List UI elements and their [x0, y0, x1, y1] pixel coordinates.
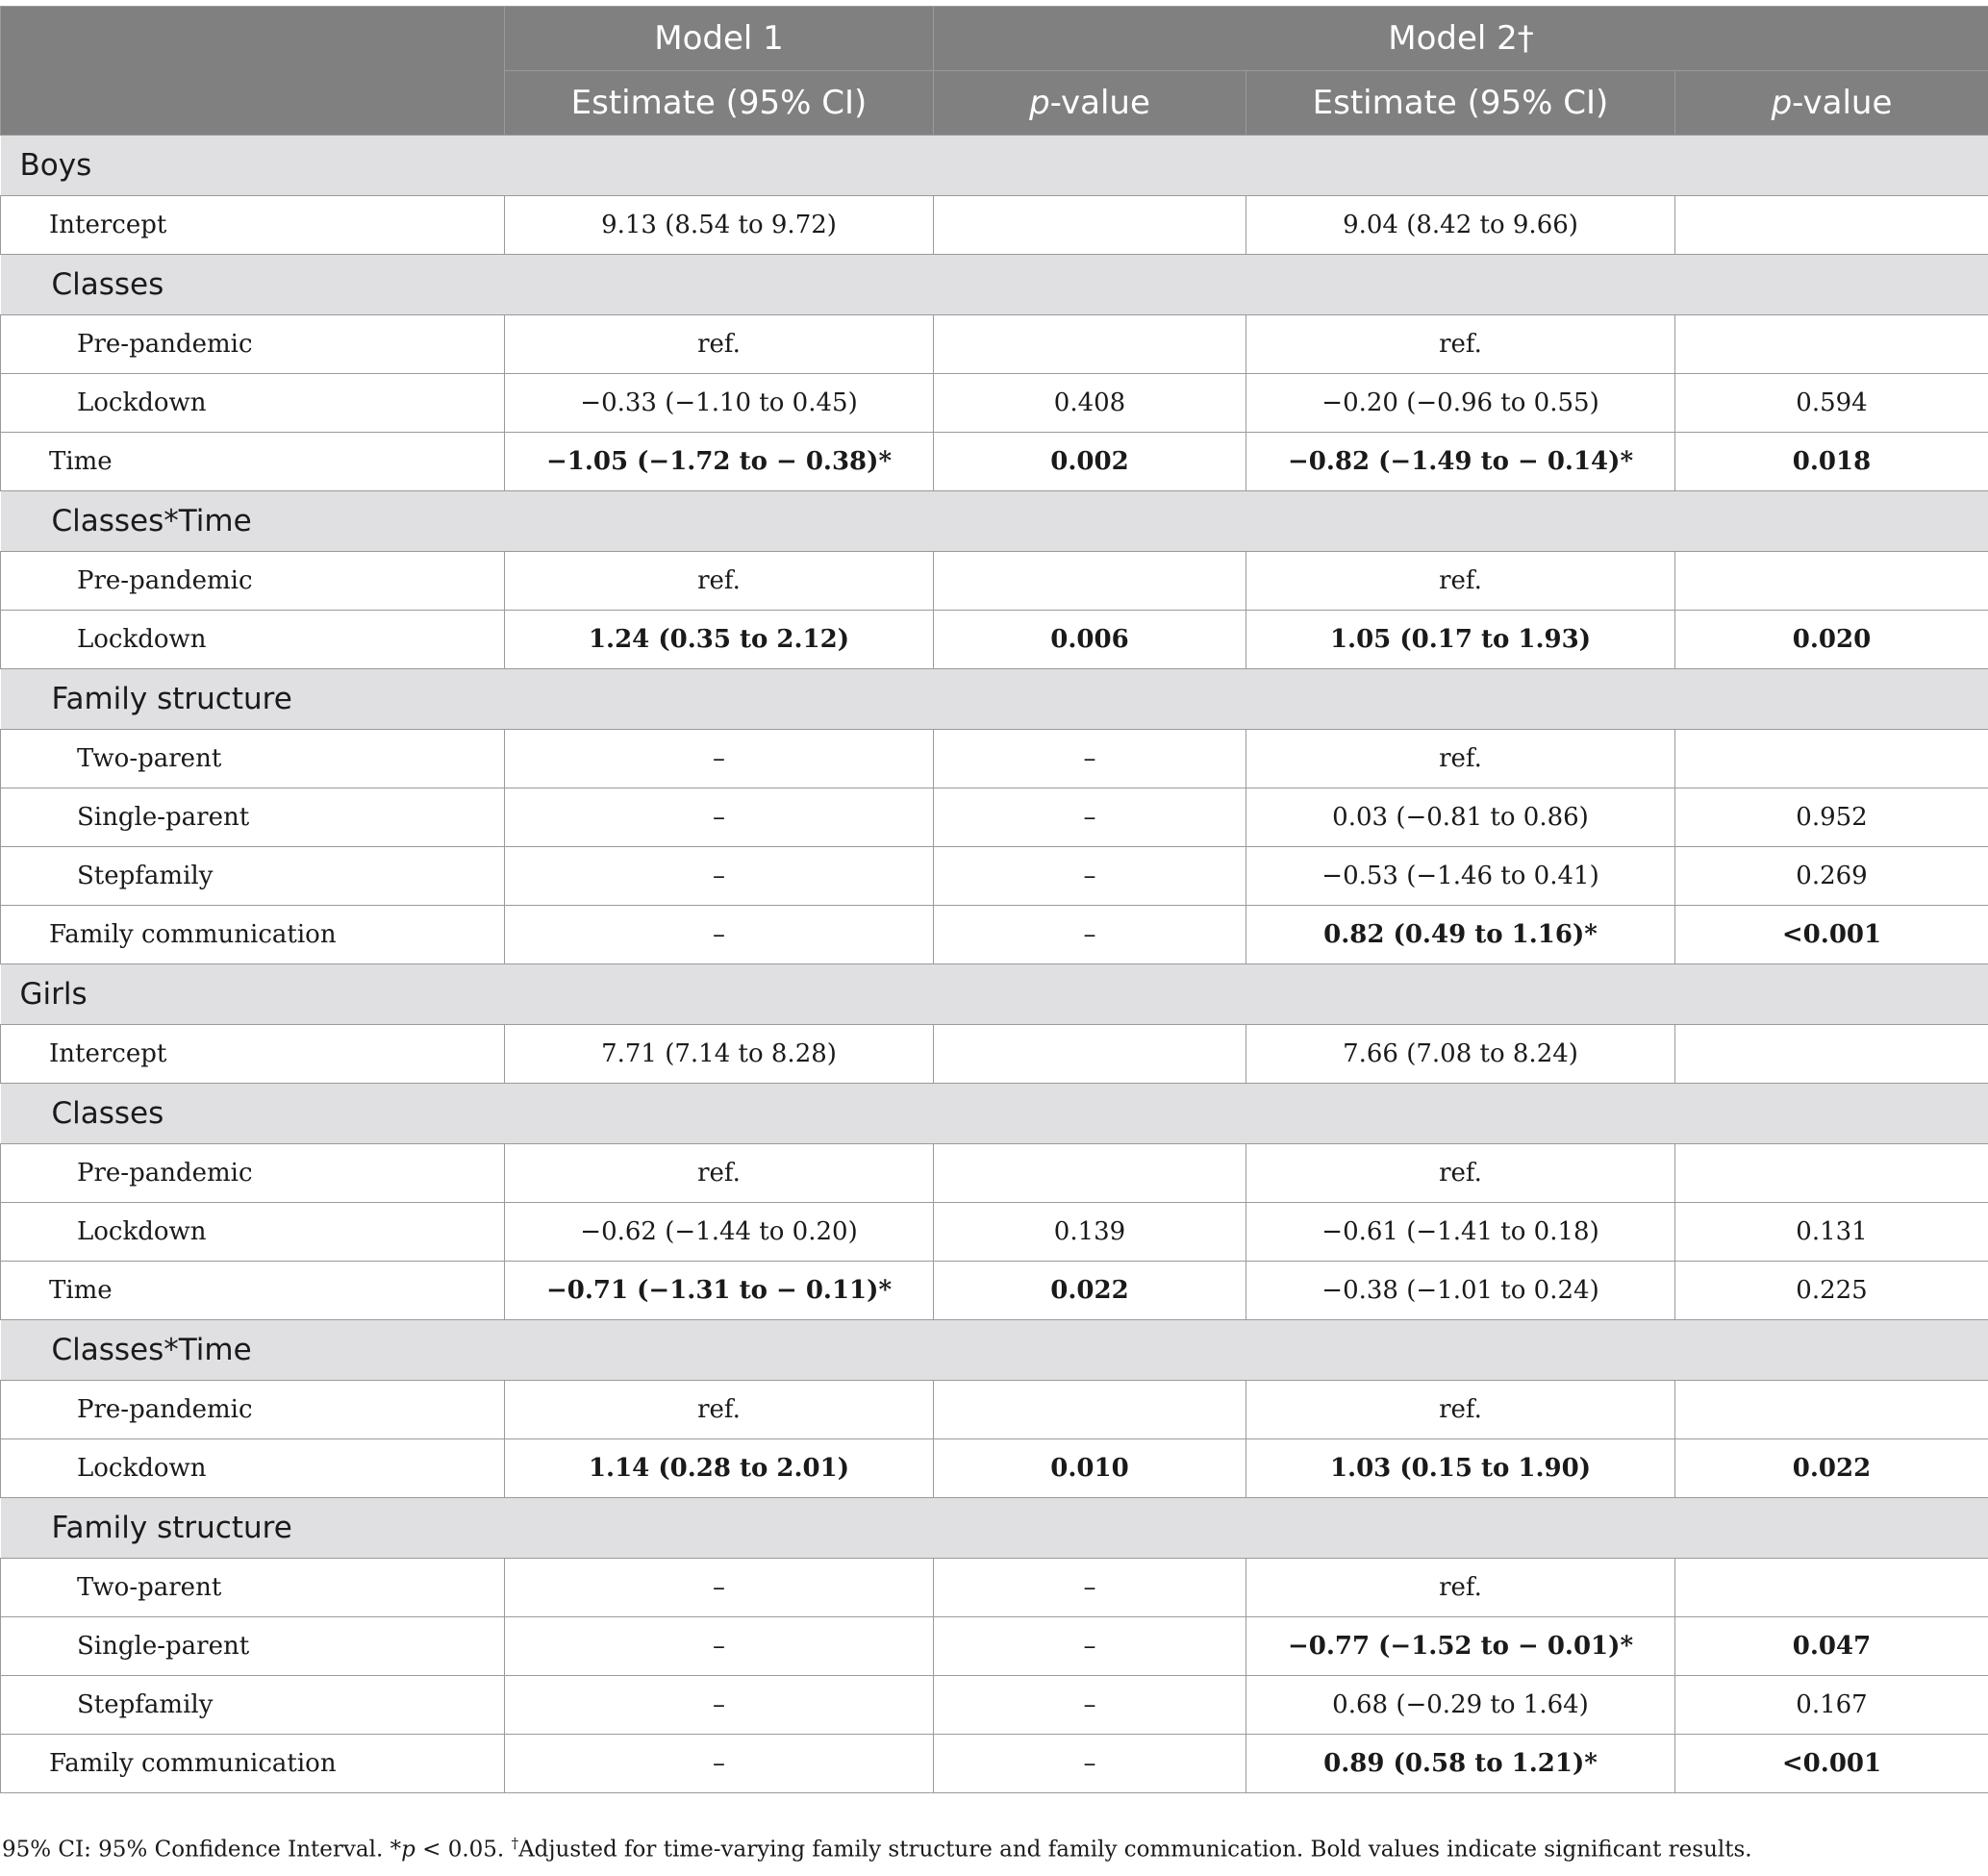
girls-family-structure-row-label: Single-parent — [1, 1617, 505, 1676]
girls-family-communication-row-label: Family communication — [1, 1735, 505, 1793]
girls-family-structure-row-m2-est: ref. — [1246, 1559, 1675, 1617]
girls-classes-row-m2-est: ref. — [1246, 1144, 1675, 1203]
girls-classes-row-m1-est: −0.62 (−1.44 to 0.20) — [505, 1203, 934, 1262]
girls-classes-time-row-m1-p: 0.010 — [934, 1439, 1246, 1498]
girls-family-structure-row-m1-p: – — [934, 1559, 1246, 1617]
boys-classes-row-m2-p — [1675, 315, 1988, 374]
m1-estimate-header: Estimate (95% CI) — [505, 71, 934, 136]
boys-intercept-row-m2-p — [1675, 196, 1988, 255]
girls-classes-time-section-label: Classes*Time — [1, 1320, 1988, 1381]
boys-classes-time-row — [1, 552, 1988, 611]
boys-classes-row-m1-p: 0.408 — [934, 374, 1246, 433]
girls-classes-time-row-m1-est: ref. — [505, 1381, 934, 1439]
girls-classes-row-m1-p: 0.139 — [934, 1203, 1246, 1262]
boys-family-structure-row-m2-p: 0.952 — [1675, 788, 1988, 847]
girls-intercept-row-label: Intercept — [1, 1025, 505, 1084]
boys-family-communication-row-m2-est: 0.82 (0.49 to 1.16)* — [1246, 906, 1675, 964]
boys-time-row — [1, 433, 1988, 491]
boys-classes-time-section-label: Classes*Time — [1, 491, 1988, 552]
boys-family-structure-row-m1-est: – — [505, 788, 934, 847]
boys-family-structure-row — [1, 788, 1988, 847]
group-girls — [1, 964, 1988, 1025]
girls-family-structure-row — [1, 1559, 1988, 1617]
boys-intercept-row-m1-p — [934, 196, 1246, 255]
girls-classes-row-m1-p — [934, 1144, 1246, 1203]
girls-classes-section-label: Classes — [1, 1084, 1988, 1144]
girls-family-structure-row — [1, 1617, 1988, 1676]
boys-time-row-m1-p: 0.002 — [934, 433, 1246, 491]
girls-family-communication-row-m2-est: 0.89 (0.58 to 1.21)* — [1246, 1735, 1675, 1793]
boys-family-structure-row-m1-p: – — [934, 847, 1246, 906]
model1-header: Model 1 — [505, 7, 934, 71]
boys-family-structure-row-m2-est: −0.53 (−1.46 to 0.41) — [1246, 847, 1675, 906]
boys-classes-time-row-m1-p: 0.006 — [934, 611, 1246, 669]
girls-time-row — [1, 1262, 1988, 1320]
girls-family-structure-row-m1-est: – — [505, 1617, 934, 1676]
girls-family-structure-section — [1, 1498, 1988, 1559]
girls-time-row-m1-est: −0.71 (−1.31 to − 0.11)* — [505, 1262, 934, 1320]
boys-family-structure-row-label: Two-parent — [1, 730, 505, 788]
group-boys — [1, 136, 1988, 196]
boys-family-structure-row-m1-est: – — [505, 847, 934, 906]
girls-family-structure-row — [1, 1676, 1988, 1735]
girls-classes-time-row-m2-p: 0.022 — [1675, 1439, 1988, 1498]
boys-intercept-row-m1-est: 9.13 (8.54 to 9.72) — [505, 196, 934, 255]
girls-family-communication-row-m2-p: <0.001 — [1675, 1735, 1988, 1793]
boys-classes-row-m2-est: −0.20 (−0.96 to 0.55) — [1246, 374, 1675, 433]
boys-classes-time-row-m2-est: ref. — [1246, 552, 1675, 611]
boys-classes-row-m2-p: 0.594 — [1675, 374, 1988, 433]
girls-family-structure-row-label: Two-parent — [1, 1559, 505, 1617]
boys-intercept-row-m2-est: 9.04 (8.42 to 9.66) — [1246, 196, 1675, 255]
girls-intercept-row-m2-p — [1675, 1025, 1988, 1084]
girls-family-structure-row-m1-p: – — [934, 1676, 1246, 1735]
boys-classes-row — [1, 315, 1988, 374]
boys-family-structure-section-label: Family structure — [1, 669, 1988, 730]
header-empty-cell — [1, 7, 505, 136]
girls-classes-time-row-m2-est: 1.03 (0.15 to 1.90) — [1246, 1439, 1675, 1498]
girls-intercept-row-m2-est: 7.66 (7.08 to 8.24) — [1246, 1025, 1675, 1084]
boys-family-structure-row-label: Single-parent — [1, 788, 505, 847]
girls-classes-row — [1, 1144, 1988, 1203]
boys-family-structure-row-m1-p: – — [934, 730, 1246, 788]
girls-family-structure-row-m2-p: 0.047 — [1675, 1617, 1988, 1676]
boys-family-communication-row-m1-est: – — [505, 906, 934, 964]
girls-time-row-label: Time — [1, 1262, 505, 1320]
girls-family-structure-row-m1-p: – — [934, 1617, 1246, 1676]
m1-pvalue-header: p-value — [934, 71, 1246, 136]
boys-classes-time-section — [1, 491, 1988, 552]
girls-classes-section — [1, 1084, 1988, 1144]
girls-time-row-m1-p: 0.022 — [934, 1262, 1246, 1320]
girls-classes-time-row-m1-p — [934, 1381, 1246, 1439]
boys-family-structure-row-label: Stepfamily — [1, 847, 505, 906]
girls-family-communication-row-m1-p: – — [934, 1735, 1246, 1793]
boys-family-communication-row-m2-p: <0.001 — [1675, 906, 1988, 964]
boys-classes-row — [1, 374, 1988, 433]
boys-intercept-row-label: Intercept — [1, 196, 505, 255]
boys-classes-row-label: Pre-pandemic — [1, 315, 505, 374]
girls-classes-time-section — [1, 1320, 1988, 1381]
girls-classes-row-label: Lockdown — [1, 1203, 505, 1262]
girls-family-structure-row-label: Stepfamily — [1, 1676, 505, 1735]
girls-classes-row-m2-p: 0.131 — [1675, 1203, 1988, 1262]
girls-time-row-m2-est: −0.38 (−1.01 to 0.24) — [1246, 1262, 1675, 1320]
boys-family-structure-row-m1-est: – — [505, 730, 934, 788]
header-row-models — [1, 7, 1988, 71]
girls-classes-row-m2-est: −0.61 (−1.41 to 0.18) — [1246, 1203, 1675, 1262]
table-body — [1, 136, 1988, 1793]
boys-classes-time-row-label: Lockdown — [1, 611, 505, 669]
girls-family-structure-row-m2-est: 0.68 (−0.29 to 1.64) — [1246, 1676, 1675, 1735]
girls-family-structure-row-m2-p: 0.167 — [1675, 1676, 1988, 1735]
boys-family-structure-section — [1, 669, 1988, 730]
girls-classes-row — [1, 1203, 1988, 1262]
girls-classes-time-row-label: Lockdown — [1, 1439, 505, 1498]
boys-classes-row-m2-est: ref. — [1246, 315, 1675, 374]
girls-family-structure-row-m1-est: – — [505, 1559, 934, 1617]
boys-family-structure-row — [1, 730, 1988, 788]
m2-pvalue-header: p-value — [1675, 71, 1988, 136]
group-girls-label: Girls — [1, 964, 1988, 1025]
boys-classes-time-row-m2-est: 1.05 (0.17 to 1.93) — [1246, 611, 1675, 669]
boys-family-communication-row-label: Family communication — [1, 906, 505, 964]
girls-family-communication-row-m1-est: – — [505, 1735, 934, 1793]
girls-classes-time-row-m1-est: 1.14 (0.28 to 2.01) — [505, 1439, 934, 1498]
girls-intercept-row — [1, 1025, 1988, 1084]
boys-classes-row-m1-est: ref. — [505, 315, 934, 374]
boys-time-row-m2-est: −0.82 (−1.49 to − 0.14)* — [1246, 433, 1675, 491]
boys-classes-section-label: Classes — [1, 255, 1988, 315]
boys-classes-time-row-m1-p — [934, 552, 1246, 611]
girls-classes-time-row — [1, 1381, 1988, 1439]
boys-family-communication-row — [1, 906, 1988, 964]
girls-classes-time-row-label: Pre-pandemic — [1, 1381, 505, 1439]
boys-family-structure-row-m2-p: 0.269 — [1675, 847, 1988, 906]
boys-family-structure-row-m2-est: ref. — [1246, 730, 1675, 788]
boys-time-row-label: Time — [1, 433, 505, 491]
boys-intercept-row — [1, 196, 1988, 255]
boys-classes-time-row — [1, 611, 1988, 669]
girls-classes-time-row-m2-est: ref. — [1246, 1381, 1675, 1439]
girls-family-structure-row-m1-est: – — [505, 1676, 934, 1735]
m2-estimate-header: Estimate (95% CI) — [1246, 71, 1675, 136]
boys-classes-time-row-m2-p: 0.020 — [1675, 611, 1988, 669]
boys-classes-section — [1, 255, 1988, 315]
boys-family-communication-row-m1-p: – — [934, 906, 1246, 964]
boys-classes-time-row-m2-p — [1675, 552, 1988, 611]
model2-header: Model 2† — [934, 7, 1988, 71]
table-footnote: 95% CI: 95% Confidence Interval. *p < 0.05. †Adjusted for time-varying family structure and family communication. Bold values indicate significant results. — [2, 1835, 1752, 1863]
girls-time-row-m2-p: 0.225 — [1675, 1262, 1988, 1320]
girls-classes-row-m2-p — [1675, 1144, 1988, 1203]
girls-classes-time-row — [1, 1439, 1988, 1498]
boys-classes-time-row-label: Pre-pandemic — [1, 552, 505, 611]
girls-classes-time-row-m2-p — [1675, 1381, 1988, 1439]
girls-family-structure-row-m2-est: −0.77 (−1.52 to − 0.01)* — [1246, 1617, 1675, 1676]
boys-classes-time-row-m1-est: 1.24 (0.35 to 2.12) — [505, 611, 934, 669]
boys-family-structure-row-m2-p — [1675, 730, 1988, 788]
boys-family-structure-row — [1, 847, 1988, 906]
boys-time-row-m1-est: −1.05 (−1.72 to − 0.38)* — [505, 433, 934, 491]
girls-family-communication-row — [1, 1735, 1988, 1793]
boys-family-structure-row-m2-est: 0.03 (−0.81 to 0.86) — [1246, 788, 1675, 847]
girls-family-structure-row-m2-p — [1675, 1559, 1988, 1617]
regression-results-table — [0, 6, 1988, 1793]
boys-classes-row-label: Lockdown — [1, 374, 505, 433]
boys-classes-time-row-m1-est: ref. — [505, 552, 934, 611]
boys-time-row-m2-p: 0.018 — [1675, 433, 1988, 491]
girls-classes-row-label: Pre-pandemic — [1, 1144, 505, 1203]
girls-intercept-row-m1-p — [934, 1025, 1246, 1084]
group-boys-label: Boys — [1, 136, 1988, 196]
girls-family-structure-section-label: Family structure — [1, 1498, 1988, 1559]
boys-classes-row-m1-p — [934, 315, 1246, 374]
results-table-container — [0, 6, 1988, 1793]
boys-family-structure-row-m1-p: – — [934, 788, 1246, 847]
girls-classes-row-m1-est: ref. — [505, 1144, 934, 1203]
boys-classes-row-m1-est: −0.33 (−1.10 to 0.45) — [505, 374, 934, 433]
girls-intercept-row-m1-est: 7.71 (7.14 to 8.28) — [505, 1025, 934, 1084]
